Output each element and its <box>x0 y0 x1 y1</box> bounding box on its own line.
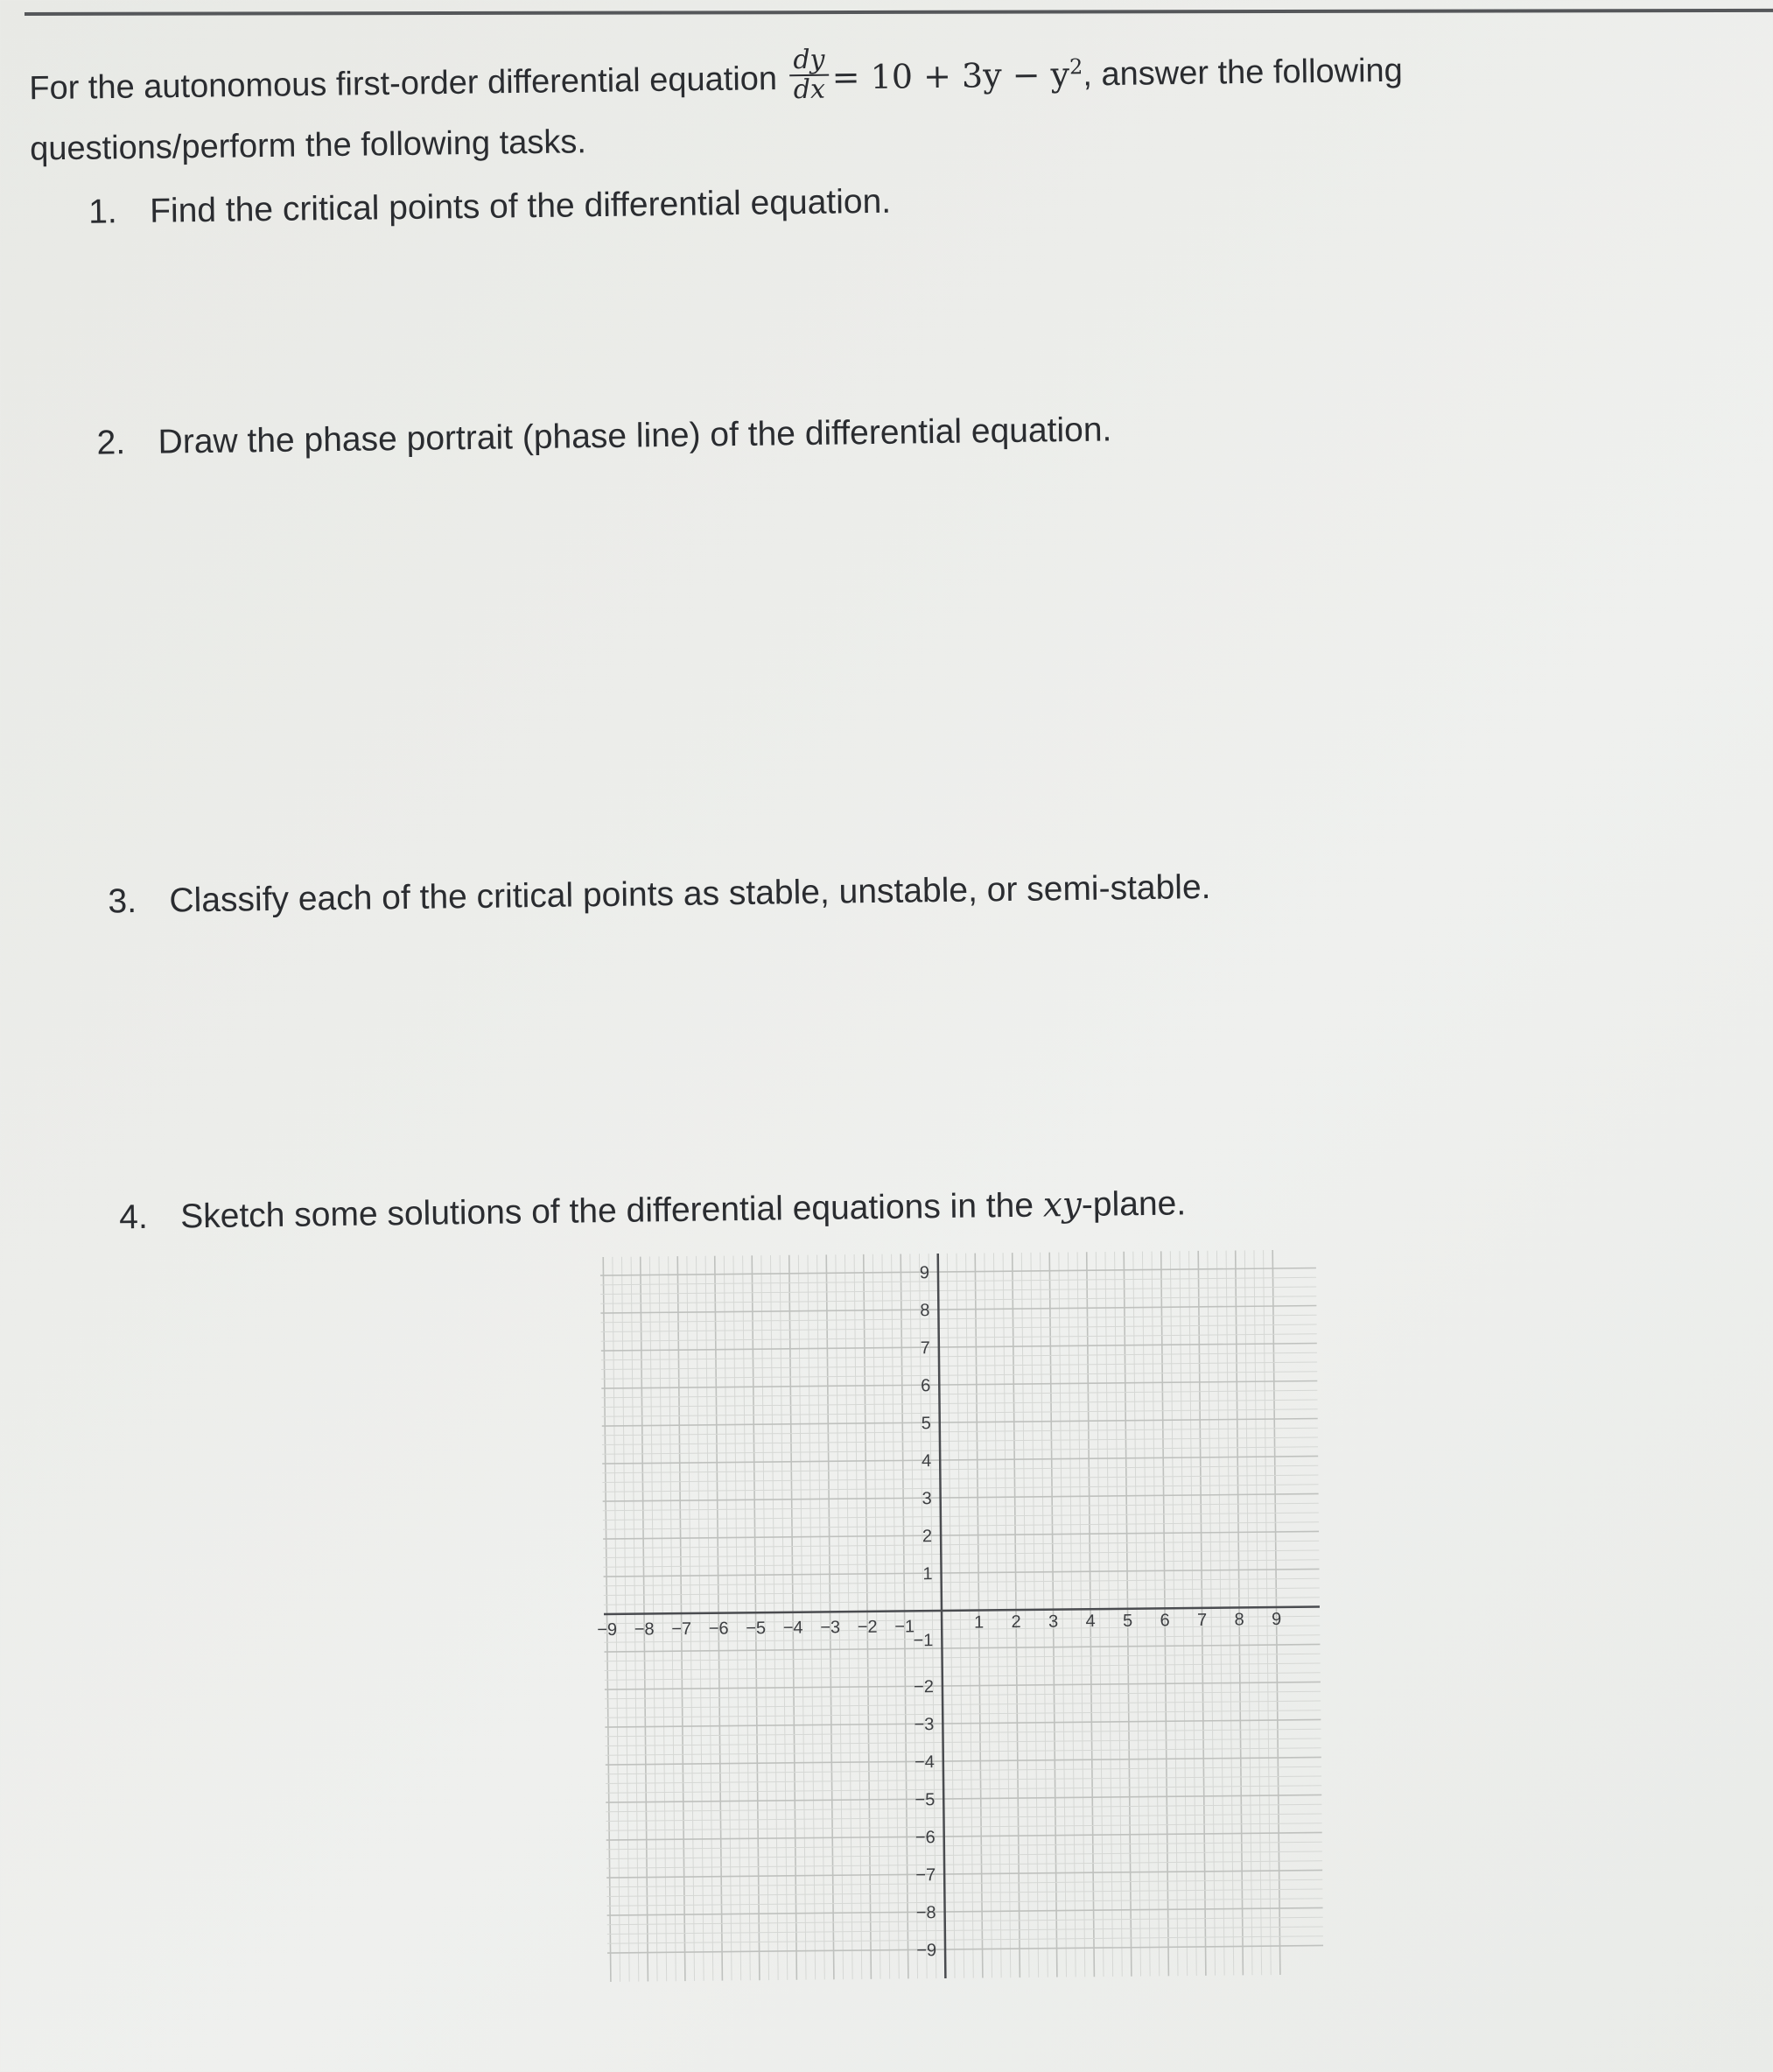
y-tick-label: −2 <box>913 1677 935 1697</box>
grid-line-vertical <box>1180 1251 1188 1976</box>
y-tick-label: −5 <box>915 1790 936 1810</box>
grid-line-horizontal <box>605 1654 1321 1661</box>
grid-line-horizontal <box>603 1522 1319 1530</box>
intro-line-2: questions/perform the following tasks. <box>29 123 587 168</box>
y-tick-label: −1 <box>913 1631 934 1651</box>
grid-line-horizontal <box>606 1832 1322 1840</box>
grid-line-horizontal <box>605 1710 1321 1718</box>
grid-line-horizontal <box>600 1305 1316 1313</box>
grid-line-horizontal <box>607 1945 1323 1953</box>
grid-line-vertical <box>733 1255 741 1980</box>
grid-line-horizontal <box>602 1447 1318 1455</box>
grid-line-horizontal <box>606 1842 1322 1850</box>
grid-line-horizontal <box>602 1400 1318 1408</box>
grid-line-horizontal <box>606 1851 1322 1859</box>
grid-line-vertical <box>613 1257 620 1982</box>
grid-line-horizontal <box>605 1729 1321 1737</box>
grid-line-horizontal <box>600 1277 1316 1285</box>
grid-line-horizontal <box>606 1795 1321 1802</box>
y-tick-label: −3 <box>914 1715 935 1735</box>
x-tick-label: −8 <box>634 1619 655 1640</box>
y-tick-label: 5 <box>921 1414 931 1434</box>
x-tick-label: 7 <box>1196 1610 1208 1630</box>
grid-line-horizontal <box>604 1578 1320 1586</box>
x-tick-label: 5 <box>1122 1611 1133 1631</box>
grid-line-vertical <box>761 1255 769 1980</box>
equation-exponent: 2 <box>1069 53 1083 80</box>
y-tick-label: 9 <box>919 1263 930 1283</box>
grid-line-vertical <box>621 1257 629 1982</box>
grid-line-horizontal <box>601 1334 1317 1342</box>
grid-line-vertical <box>1133 1252 1141 1977</box>
grid-line-vertical <box>1264 1250 1272 1975</box>
grid-line-horizontal <box>602 1465 1318 1473</box>
y-tick-label: 3 <box>922 1489 932 1509</box>
x-tick-label: −9 <box>597 1619 618 1640</box>
grid-line-vertical <box>1031 1253 1039 1977</box>
grid-line-horizontal <box>604 1588 1320 1596</box>
grid-line-horizontal <box>607 1917 1323 1925</box>
grid-line-vertical <box>687 1256 695 1981</box>
grid-line-horizontal <box>606 1879 1322 1887</box>
grid-line-vertical <box>1189 1251 1197 1976</box>
grid-line-vertical <box>1059 1253 1067 1977</box>
grid-line-horizontal <box>603 1550 1319 1558</box>
grid-line-vertical <box>1142 1252 1150 1977</box>
x-tick-label: 6 <box>1160 1611 1170 1631</box>
grid-line-horizontal <box>604 1598 1320 1605</box>
x-tick-label: 1 <box>973 1612 985 1633</box>
grid-line-horizontal <box>607 1936 1323 1944</box>
grid-line-horizontal <box>602 1437 1318 1445</box>
y-tick-label: −9 <box>916 1941 937 1961</box>
grid-line-vertical <box>844 1254 852 1979</box>
intro-text-before: For the autonomous first-order differential equation <box>29 60 778 108</box>
grid-line-vertical <box>836 1254 844 1979</box>
grid-line-horizontal <box>603 1541 1319 1549</box>
grid-line-vertical <box>1216 1251 1224 1976</box>
x-axis <box>604 1606 1320 1614</box>
grid-line-horizontal <box>607 1899 1323 1907</box>
grid-line-vertical <box>1152 1251 1160 1976</box>
y-tick-label: 4 <box>921 1451 932 1471</box>
grid-line-horizontal <box>603 1531 1319 1539</box>
grid-line-vertical <box>798 1255 806 1980</box>
y-tick-label: 2 <box>922 1527 933 1547</box>
question-4-xy: xy <box>1042 1184 1083 1226</box>
grid-line-horizontal <box>601 1390 1317 1398</box>
grid-line-horizontal <box>607 1907 1323 1915</box>
grid-line-horizontal <box>605 1663 1321 1671</box>
x-tick-label: 9 <box>1271 1609 1282 1630</box>
question-1-number: 1. <box>88 193 117 231</box>
grid-line-horizontal <box>606 1870 1322 1878</box>
grid-line-horizontal <box>601 1324 1317 1332</box>
grid-line-horizontal <box>604 1569 1320 1577</box>
grid-line-horizontal <box>602 1475 1318 1483</box>
y-tick-label: 1 <box>922 1564 933 1584</box>
y-axis <box>938 1254 946 1978</box>
grid-line-horizontal <box>601 1380 1317 1388</box>
x-tick-label: 3 <box>1048 1612 1059 1632</box>
grid-line-horizontal <box>607 1927 1323 1935</box>
y-tick-label: −6 <box>915 1828 936 1848</box>
grid-line-horizontal <box>602 1409 1318 1417</box>
grid-line-vertical <box>1021 1253 1029 1977</box>
grid-line-horizontal <box>606 1786 1321 1794</box>
grid-line-vertical <box>724 1256 732 1981</box>
grid-line-vertical <box>882 1254 890 1979</box>
x-tick-label: −2 <box>857 1617 878 1638</box>
question-3-number: 3. <box>108 882 137 921</box>
grid-line-vertical <box>659 1256 667 1981</box>
grid-line-horizontal <box>605 1701 1321 1709</box>
question-1-text: Find the critical points of the differential equation. <box>149 182 892 230</box>
grid-line-horizontal <box>602 1418 1318 1426</box>
grid-line-horizontal <box>600 1268 1316 1275</box>
grid-line-horizontal <box>601 1315 1317 1323</box>
x-tick-label: −5 <box>746 1619 767 1639</box>
grid-line-vertical <box>1170 1251 1178 1976</box>
grid-line-horizontal <box>600 1296 1316 1304</box>
x-tick-label: 2 <box>1011 1612 1021 1633</box>
y-tick-label: −4 <box>914 1752 935 1773</box>
grid-line-horizontal <box>603 1503 1319 1511</box>
equation-rhs-text: = 10 + 3y − y <box>831 54 1070 97</box>
intro-text-after: , answer the following <box>1083 52 1404 94</box>
grid-line-vertical <box>1041 1253 1048 1977</box>
grid-line-vertical <box>808 1255 816 1980</box>
y-tick-label: −7 <box>915 1865 936 1886</box>
grid-line-vertical <box>770 1255 778 1980</box>
grid-line-vertical <box>1105 1252 1113 1977</box>
grid-line-horizontal <box>606 1766 1321 1774</box>
x-tick-label: 4 <box>1085 1612 1096 1632</box>
grid-line-vertical <box>1254 1250 1262 1975</box>
grid-line-horizontal <box>601 1362 1317 1370</box>
question-2-number: 2. <box>96 424 126 462</box>
x-tick-label: 8 <box>1234 1610 1244 1630</box>
grid-line-horizontal <box>606 1823 1322 1831</box>
fraction-numerator: dy <box>789 46 829 76</box>
grid-line-horizontal <box>603 1513 1319 1521</box>
grid-line-vertical <box>1244 1250 1252 1975</box>
y-tick-label: 8 <box>920 1301 930 1321</box>
grid-line-horizontal <box>606 1889 1322 1897</box>
grid-line-horizontal <box>604 1644 1320 1652</box>
grid-line-vertical <box>957 1254 964 1978</box>
grid-line-vertical <box>1077 1252 1085 1977</box>
grid-group <box>593 1249 1324 1982</box>
grid-line-horizontal <box>606 1776 1321 1784</box>
grid-line-vertical <box>872 1254 880 1979</box>
grid-line-vertical <box>696 1256 704 1981</box>
grid-line-vertical <box>966 1254 974 1978</box>
question-4-text-before: Sketch some solutions of the differential equations in the <box>179 1186 1044 1236</box>
grid-line-vertical <box>985 1253 992 1977</box>
x-tick-label: −4 <box>782 1618 803 1638</box>
grid-line-vertical <box>993 1253 1001 1977</box>
grid-line-horizontal <box>605 1673 1321 1681</box>
grid-line-vertical <box>649 1256 657 1981</box>
grid-line-horizontal <box>601 1372 1317 1380</box>
grid-line-vertical <box>1115 1252 1123 1977</box>
grid-line-horizontal <box>605 1719 1321 1727</box>
grid-line-vertical <box>1096 1252 1104 1977</box>
grid-line-horizontal <box>606 1748 1321 1756</box>
grid-line-horizontal <box>605 1691 1321 1699</box>
grid-line-horizontal <box>606 1861 1322 1869</box>
question-4-text-after: -plane. <box>1081 1184 1187 1224</box>
y-tick-label: −8 <box>915 1903 936 1923</box>
grid-line-horizontal <box>606 1757 1321 1765</box>
grid-line-horizontal <box>606 1804 1321 1812</box>
fraction-denominator: dx <box>793 74 826 105</box>
grid-line-horizontal <box>603 1560 1319 1568</box>
grid-line-vertical <box>1226 1251 1234 1976</box>
x-tick-label: −6 <box>708 1619 729 1639</box>
x-tick-label: −7 <box>671 1619 692 1640</box>
question-3-text: Classify each of the critical points as stable, unstable, or semi-stable. <box>169 867 1211 920</box>
grid-line-vertical <box>1068 1252 1076 1977</box>
grid-line-horizontal <box>603 1493 1319 1501</box>
grid-line-horizontal <box>605 1682 1321 1689</box>
grid-line-horizontal <box>602 1428 1318 1436</box>
question-4-number: 4. <box>118 1198 149 1237</box>
grid-line-horizontal <box>606 1738 1321 1746</box>
x-tick-label: −3 <box>820 1618 841 1638</box>
grid-line-vertical <box>1208 1251 1216 1976</box>
grid-line-horizontal <box>601 1352 1317 1360</box>
grid-line-horizontal <box>606 1814 1321 1822</box>
grid-line-vertical <box>947 1254 955 1978</box>
y-tick-label: 7 <box>920 1338 930 1359</box>
x-tick-label: −1 <box>894 1617 915 1637</box>
grid-line-horizontal <box>600 1287 1316 1295</box>
grid-line-vertical <box>1003 1253 1011 1977</box>
grid-line-horizontal <box>601 1343 1317 1351</box>
grid-line-horizontal <box>602 1456 1318 1464</box>
question-2-text: Draw the phase portrait (phase line) of the differential equation. <box>158 411 1112 461</box>
y-tick-label: 6 <box>921 1376 931 1396</box>
grid-line-horizontal <box>603 1485 1319 1493</box>
